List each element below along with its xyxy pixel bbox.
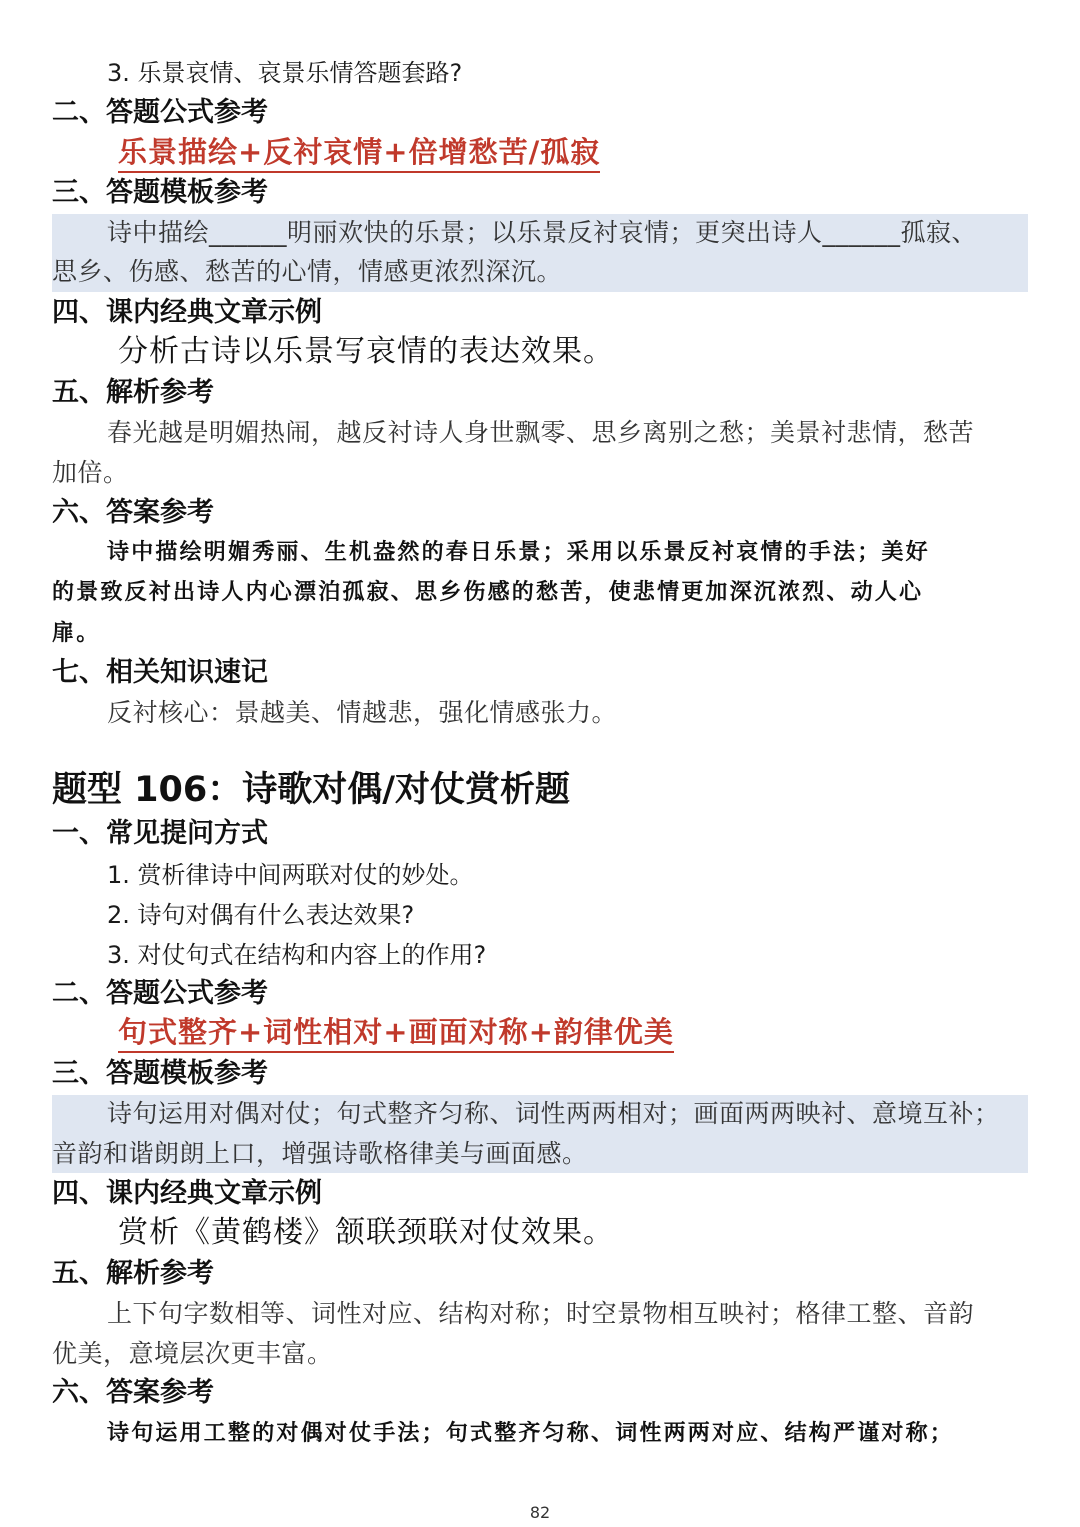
page-number: 82 (529, 1503, 551, 1522)
classic-example: 分析古诗以乐景写哀情的表达效果。 (118, 334, 614, 369)
answer-text: 诗中描绘明媚秀丽、生机盎然的春日乐景；采用以乐景反衬哀情的手法；美好 (107, 539, 930, 565)
question-type-title: 题型 106：诗歌对偶/对仗赏析题 (52, 770, 571, 810)
answer-formula: 乐景描绘+反衬哀情+倍增愁苦/孤寂 (118, 134, 600, 173)
answer-text: 诗句运用工整的对偶对仗手法；句式整齐匀称、词性两两对应、结构严谨对称； (107, 1420, 955, 1446)
section-heading-example: 四、课内经典文章示例 (52, 297, 322, 328)
question-item: 1. 赏析律诗中间两联对仗的妙处。 (107, 861, 474, 889)
section-heading-knowledge: 七、相关知识速记 (52, 657, 268, 688)
section-heading-template: 三、答题模板参考 (52, 177, 268, 208)
template-text: 思乡、伤感、愁苦的心情，情感更浓烈深沉。 (52, 257, 563, 286)
section-heading-answer: 六、答案参考 (52, 1377, 214, 1408)
template-text: 诗句运用对偶对仗；句式整齐匀称、词性两两相对；画面两两映衬、意境互补； (107, 1099, 1000, 1128)
section-heading-template: 三、答题模板参考 (52, 1058, 268, 1089)
classic-example: 赏析《黄鹤楼》颔联颈联对仗效果。 (118, 1215, 614, 1250)
section-heading-formula: 二、答题公式参考 (52, 97, 268, 128)
template-text: 音韵和谐朗朗上口，增强诗歌格律美与画面感。 (52, 1139, 588, 1168)
analysis-text: 上下句字数相等、词性对应、结构对称；时空景物相互映衬；格律工整、音韵 (107, 1299, 975, 1328)
section-heading-example: 四、课内经典文章示例 (52, 1178, 322, 1209)
analysis-text: 春光越是明媚热闹，越反衬诗人身世飘零、思乡离别之愁；美景衬悲情，愁苦 (107, 418, 975, 447)
section-heading-answer: 六、答案参考 (52, 497, 214, 528)
question-item: 3. 对仗句式在结构和内容上的作用? (107, 941, 487, 969)
section-heading-analysis: 五、解析参考 (52, 1258, 214, 1289)
section-heading-analysis: 五、解析参考 (52, 377, 214, 408)
question-item: 2. 诗句对偶有什么表达效果? (107, 901, 415, 929)
analysis-text: 优美，意境层次更丰富。 (52, 1339, 333, 1368)
question-item: 3. 乐景哀情、哀景乐情答题套路? (107, 59, 463, 87)
section-heading-formula: 二、答题公式参考 (52, 978, 268, 1009)
knowledge-text: 反衬核心：景越美、情越悲，强化情感张力。 (107, 698, 618, 727)
template-text: 诗中描绘______明丽欢快的乐景；以乐景反衬哀情；更突出诗人______孤寂、 (107, 218, 978, 247)
answer-text: 扉。 (52, 620, 101, 646)
analysis-text: 加倍。 (52, 458, 129, 487)
answer-text: 的景致反衬出诗人内心漂泊孤寂、思乡伤感的愁苦，使悲情更加深沉浓烈、动人心 (52, 579, 924, 605)
answer-formula: 句式整齐+词性相对+画面对称+韵律优美 (118, 1014, 674, 1053)
section-heading-questions: 一、常见提问方式 (52, 818, 268, 849)
